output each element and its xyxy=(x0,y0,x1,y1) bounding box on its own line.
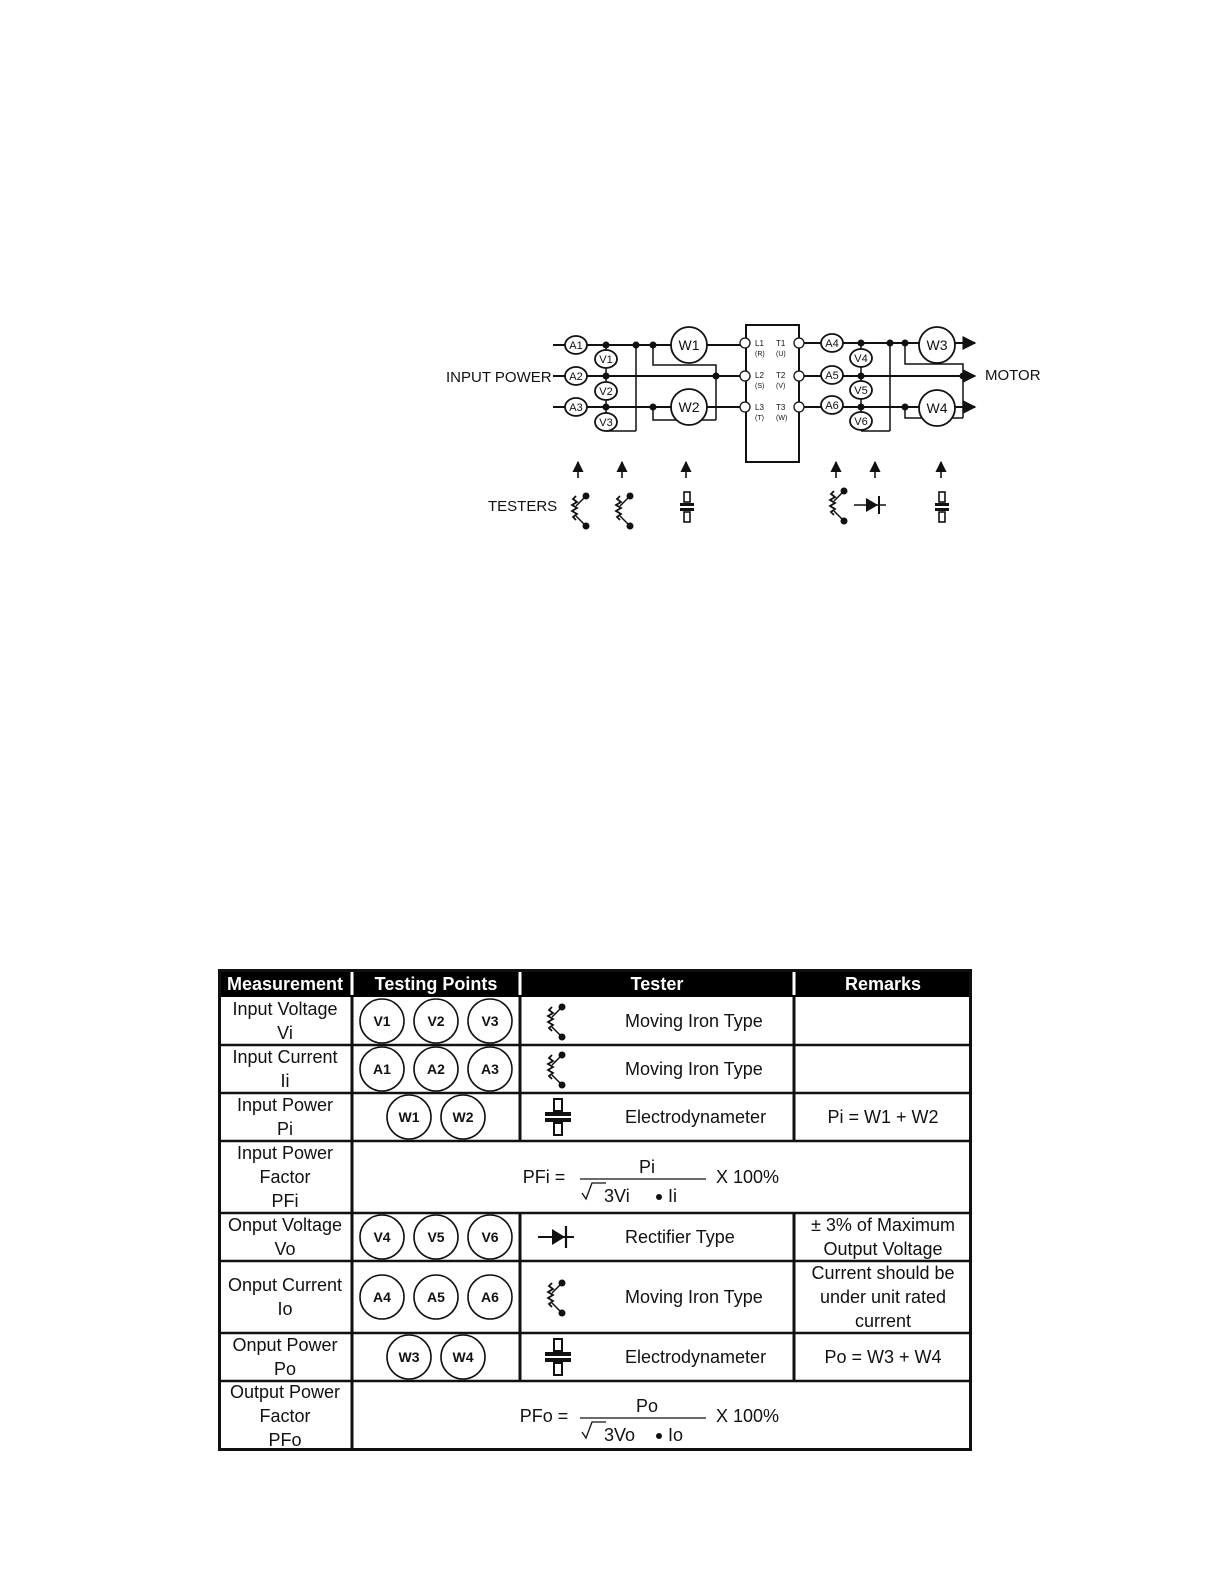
svg-text:V4: V4 xyxy=(854,353,868,365)
ammeter-a5 xyxy=(821,366,843,384)
table-row xyxy=(228,1263,955,1331)
ammeter-a4 xyxy=(821,334,843,352)
moving-iron-icon xyxy=(548,1004,566,1041)
svg-text:W1: W1 xyxy=(678,337,700,353)
measurement-cell: Po xyxy=(273,1359,297,1379)
formula-numerator: Pi xyxy=(638,1157,656,1177)
sqrt-sign xyxy=(582,1422,606,1438)
measurement-cell: PFi xyxy=(271,1191,299,1211)
testing-point-label: W2 xyxy=(452,1109,474,1125)
sqrt-sign xyxy=(582,1183,606,1199)
measurement-cell: Io xyxy=(277,1299,293,1319)
formula-numerator: Po xyxy=(635,1396,659,1416)
testing-point-label: V4 xyxy=(373,1229,391,1245)
measurement-cell: Input Power xyxy=(236,1143,334,1163)
svg-text:V1: V1 xyxy=(599,354,613,366)
measurement-cell: PFo xyxy=(268,1430,302,1450)
formula-denominator-2: Io xyxy=(668,1425,684,1445)
wiring-diagram xyxy=(0,0,1224,560)
voltmeter-v3 xyxy=(595,413,617,431)
table-row xyxy=(232,1335,941,1379)
ammeter-a3 xyxy=(565,398,587,416)
terminal-t3-sub: (W) xyxy=(776,415,788,422)
svg-text:W3: W3 xyxy=(926,337,948,353)
table-header-measurement: Measurement xyxy=(226,974,344,994)
tester-name: Moving Iron Type xyxy=(625,1011,763,1031)
wattmeter-w2 xyxy=(671,389,707,425)
wattmeter-w1 xyxy=(671,327,707,363)
svg-text:V5: V5 xyxy=(854,385,868,397)
tester-name: Electrodynameter xyxy=(625,1347,767,1367)
electrodynamometer-icon xyxy=(680,492,694,522)
measurement-cell: Input Current xyxy=(232,1047,338,1067)
wattmeter-w3 xyxy=(919,327,955,363)
input-power-label: INPUT POWER xyxy=(446,369,552,386)
measurement-cell: Input Power xyxy=(236,1095,334,1115)
testing-point-label: A2 xyxy=(427,1061,445,1077)
measurement-cell: Onput Power xyxy=(232,1335,338,1355)
moving-iron-icon xyxy=(572,493,590,530)
terminal-t1: T1 xyxy=(776,339,786,348)
measurement-cell: Onput Voltage xyxy=(227,1215,343,1235)
remarks-cell: ± 3% of Maximum xyxy=(811,1215,955,1235)
multiply-dot xyxy=(656,1433,662,1439)
terminal-t3: T3 xyxy=(776,403,786,412)
voltmeter-v2 xyxy=(595,382,617,400)
table-row xyxy=(228,1215,955,1259)
testers-label: TESTERS xyxy=(488,498,558,515)
terminal-l1-sub: (R) xyxy=(755,351,765,358)
remarks-cell: Pi = W1 + W2 xyxy=(827,1107,939,1127)
ammeter-a1 xyxy=(565,336,587,354)
svg-text:A1: A1 xyxy=(569,340,583,352)
measurement-cell: Output Power xyxy=(229,1382,341,1402)
svg-text:A5: A5 xyxy=(825,370,839,382)
table-header-tester: Tester xyxy=(630,974,684,994)
voltmeter-v4 xyxy=(850,349,872,367)
testing-point-label: A4 xyxy=(373,1289,391,1305)
formula-lhs: PFi = xyxy=(522,1167,566,1187)
voltmeter-v6 xyxy=(850,412,872,430)
rectifier-icon xyxy=(538,1226,574,1248)
svg-text:A4: A4 xyxy=(825,338,839,350)
table-row xyxy=(232,1047,762,1091)
remarks-cell: under unit rated xyxy=(819,1287,947,1307)
measurement-cell: Onput Current xyxy=(227,1275,343,1295)
testing-point-label: A1 xyxy=(373,1061,391,1077)
tester-name: Rectifier Type xyxy=(625,1227,735,1247)
formula-denominator-2: Ii xyxy=(668,1186,677,1206)
testing-point-label: A6 xyxy=(481,1289,499,1305)
measurement-cell: Factor xyxy=(259,1406,311,1426)
wattmeter-w4 xyxy=(919,390,955,426)
formula-lhs: PFo = xyxy=(519,1406,569,1426)
measurement-cell: Input Voltage xyxy=(232,999,338,1019)
measurement-cell: Vi xyxy=(277,1023,293,1043)
svg-text:A3: A3 xyxy=(569,402,583,414)
terminal-l2-sub: (S) xyxy=(755,383,765,390)
remarks-cell: Current should be xyxy=(811,1263,955,1283)
table-row xyxy=(230,1382,779,1450)
moving-iron-icon xyxy=(548,1052,566,1089)
electrodynamometer-icon xyxy=(935,492,949,522)
moving-iron-icon xyxy=(548,1280,566,1317)
voltmeter-v5 xyxy=(850,381,872,399)
svg-text:V6: V6 xyxy=(854,416,868,428)
testing-point-label: W1 xyxy=(398,1109,420,1125)
testing-point-label: W4 xyxy=(452,1349,474,1365)
table-header-remarks: Remarks xyxy=(844,974,922,994)
rectifier-icon xyxy=(854,496,886,514)
measurement-cell: Pi xyxy=(276,1119,294,1139)
testing-point-label: V3 xyxy=(481,1013,499,1029)
moving-iron-icon xyxy=(616,493,634,530)
motor-label: MOTOR xyxy=(985,367,1041,384)
ammeter-a6 xyxy=(821,396,843,414)
measurement-cell: Factor xyxy=(259,1167,311,1187)
terminal-l3: L3 xyxy=(755,403,764,412)
testing-point-label: V6 xyxy=(481,1229,499,1245)
svg-text:V2: V2 xyxy=(599,386,613,398)
terminal-l2: L2 xyxy=(755,371,764,380)
measurement-table xyxy=(218,969,972,1457)
testing-point-label: A3 xyxy=(481,1061,499,1077)
voltmeter-v1 xyxy=(595,350,617,368)
ammeter-a2 xyxy=(565,367,587,385)
testing-point-label: V2 xyxy=(427,1013,445,1029)
formula-denominator: 3Vi xyxy=(604,1186,630,1206)
testing-point-label: W3 xyxy=(398,1349,420,1365)
remarks-cell: Output Voltage xyxy=(823,1239,943,1259)
terminal-l1: L1 xyxy=(755,339,764,348)
svg-text:A6: A6 xyxy=(825,400,839,412)
table-row xyxy=(232,999,762,1043)
formula-suffix: X 100% xyxy=(716,1167,780,1187)
measurement-cell: Vo xyxy=(274,1239,296,1259)
formula-denominator: 3Vo xyxy=(604,1425,636,1445)
terminal-t2-sub: (V) xyxy=(776,383,786,390)
remarks-cell: Po = W3 + W4 xyxy=(824,1347,942,1367)
formula-suffix: X 100% xyxy=(716,1406,780,1426)
tester-name: Electrodynameter xyxy=(625,1107,767,1127)
terminal-t2: T2 xyxy=(776,371,786,380)
svg-text:W4: W4 xyxy=(926,400,948,416)
table-header-testing-points: Testing Points xyxy=(374,974,498,994)
testing-point-label: V1 xyxy=(373,1013,391,1029)
testing-point-label: A5 xyxy=(427,1289,445,1305)
table-border xyxy=(220,971,971,1450)
table-row xyxy=(237,1143,779,1211)
measurement-cell: Ii xyxy=(280,1071,290,1091)
tester-name: Moving Iron Type xyxy=(625,1287,763,1307)
tester-name: Moving Iron Type xyxy=(625,1059,763,1079)
svg-text:V3: V3 xyxy=(599,417,613,429)
electrodynamometer-icon xyxy=(545,1099,571,1135)
moving-iron-icon xyxy=(830,488,848,525)
testing-point-label: V5 xyxy=(427,1229,445,1245)
multiply-dot xyxy=(656,1194,662,1200)
table-row xyxy=(237,1095,939,1139)
drive-unit-box xyxy=(746,325,799,462)
svg-text:W2: W2 xyxy=(678,399,700,415)
electrodynamometer-icon xyxy=(545,1339,571,1375)
remarks-cell: current xyxy=(854,1311,912,1331)
terminal-l3-sub: (T) xyxy=(755,415,764,422)
svg-text:A2: A2 xyxy=(569,371,583,383)
terminal-t1-sub: (U) xyxy=(776,351,786,358)
